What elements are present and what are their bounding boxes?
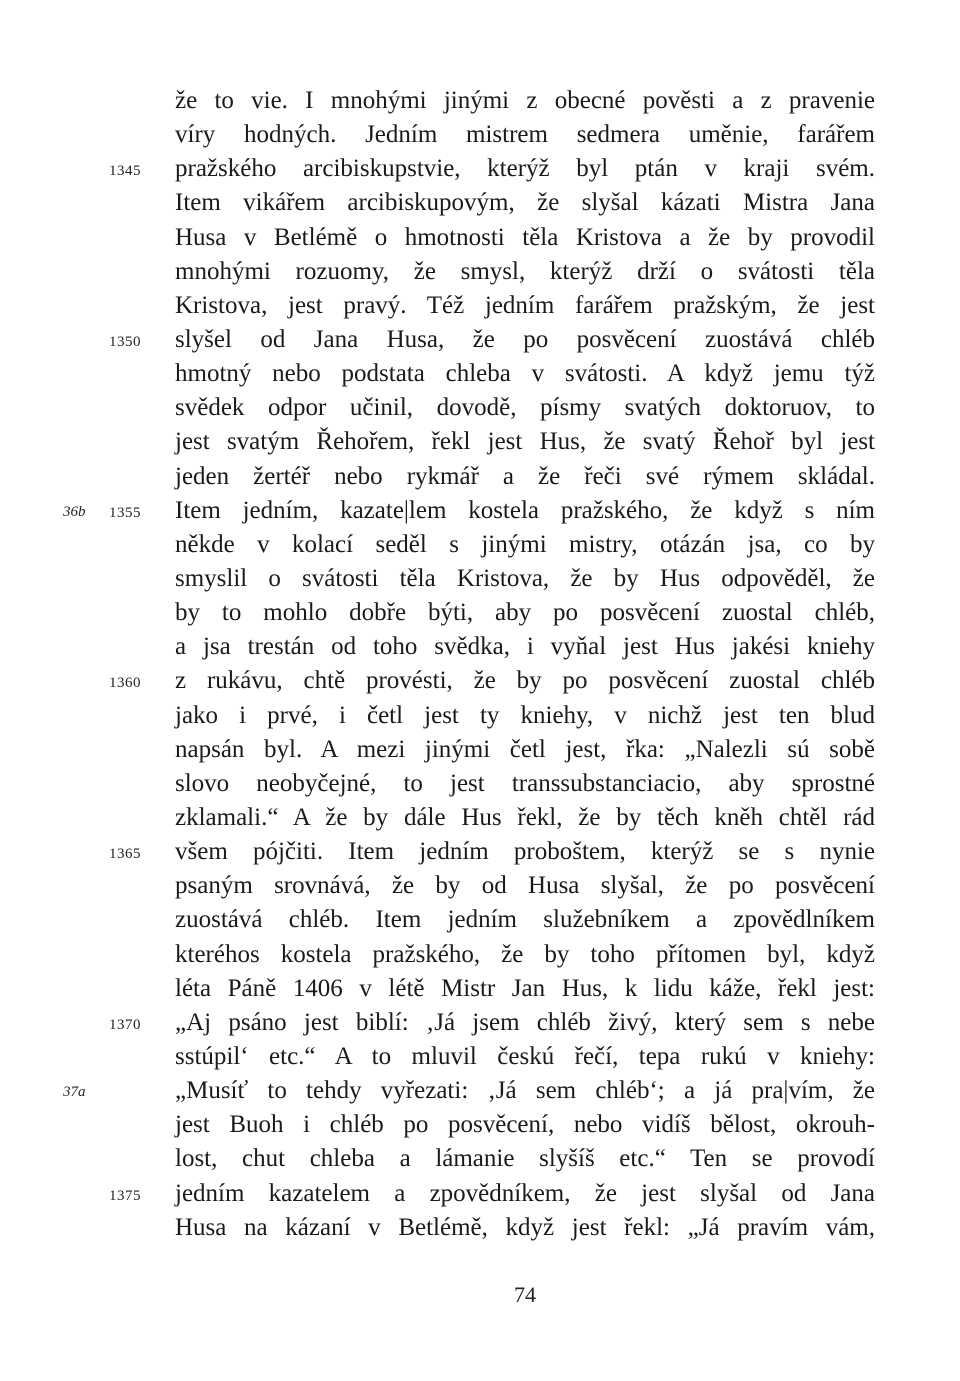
- line-text: a jsa trestán od toho svědka, i vyňal jest Hus jakési kniehy: [175, 633, 875, 661]
- text-line: [175, 1040, 875, 1074]
- line-text: jeden žertéř nebo rykmář a že řeči své rýmem skládal.: [175, 462, 875, 490]
- text-line: [175, 596, 875, 630]
- line-text: někde v kolací seděl s jinými mistry, otázán jsa, co by: [175, 530, 875, 558]
- text-line: [109, 323, 875, 357]
- line-text: Kristova, jest pravý. Též jedním farářem pražským, že jest: [175, 291, 875, 319]
- text-line: [175, 903, 875, 937]
- line-text: hmotný nebo podstata chleba v svátosti. A když jemu týž: [175, 360, 875, 388]
- text-line: [109, 1177, 875, 1211]
- text-line: [175, 186, 875, 220]
- text-line: [175, 528, 875, 562]
- line-number: 1345: [109, 163, 141, 180]
- line-number: 1350: [109, 333, 141, 350]
- text-line: [175, 255, 875, 289]
- line-number: 1375: [109, 1187, 141, 1204]
- line-text: napsán byl. A mezi jinými četl jest, řka: „Nalezli sú sobě: [175, 735, 875, 763]
- line-number: 1360: [109, 675, 141, 692]
- text-line: [175, 1211, 875, 1245]
- text-line: [175, 1142, 875, 1176]
- text-line: [175, 1108, 875, 1142]
- text-line: [175, 972, 875, 1006]
- text-line: [175, 869, 875, 903]
- line-text: pražského arcibiskupstvie, kterýž byl ptán v kraji svém.: [175, 155, 875, 183]
- line-text: jedním kazatelem a zpovědníkem, že jest slyšal od Jana: [175, 1179, 875, 1207]
- line-text: léta Páně 1406 v létě Mistr Jan Hus, k lidu káže, řekl jest:: [175, 974, 875, 1002]
- line-text: svědek odpor učinil, dovodě, písmy svatých doktoruov, to: [175, 394, 875, 422]
- line-number: 1355: [109, 504, 141, 521]
- text-line: [175, 221, 875, 255]
- line-number: 1365: [109, 846, 141, 863]
- text-line: [109, 1006, 875, 1040]
- text-line: [175, 118, 875, 152]
- text-line: [175, 699, 875, 733]
- line-text: lost, chut chleba a lámanie slyšíš etc.“ Ten se provodí: [175, 1145, 875, 1173]
- line-text: by to mohlo dobře býti, aby po posvěcení zuostal chléb,: [175, 599, 875, 627]
- line-text: Item jedním, kazate|lem kostela pražského, že když s ním: [175, 496, 875, 524]
- text-line: [109, 664, 875, 698]
- text-line: [175, 630, 875, 664]
- text-line: [175, 460, 875, 494]
- line-text: zklamali.“ A že by dále Hus řekl, že by těch kněh chtěl rád: [175, 803, 875, 831]
- line-text: jest Buoh i chléb po posvěcení, nebo vidíš bělost, okrouh-: [175, 1111, 875, 1139]
- line-text: slyšel od Jana Husa, že po posvěcení zuostává chléb: [175, 325, 875, 353]
- text-line: [109, 152, 875, 186]
- folio-marker: 36b: [63, 503, 86, 520]
- text-line: [175, 84, 875, 118]
- line-text: víry hodných. Jedním mistrem sedmera uměnie, farářem: [175, 121, 875, 149]
- text-line: [175, 733, 875, 767]
- text-line: [175, 289, 875, 323]
- text-line: [175, 938, 875, 972]
- line-text: sstúpil‘ etc.“ A to mluvil českú řečí, tepa rukú v kniehy:: [175, 1042, 875, 1070]
- text-line: [175, 391, 875, 425]
- text-line: [63, 1074, 875, 1108]
- text-line: [175, 357, 875, 391]
- text-line: [175, 801, 875, 835]
- page-number: 74: [514, 1282, 536, 1307]
- line-text: psaným srovnává, že by od Husa slyšal, že po posvěcení: [175, 872, 875, 900]
- line-text: kteréhos kostela pražského, že by toho přítomen byl, když: [175, 940, 875, 968]
- line-text: „Aj psáno jest biblí: ‚Já jsem chléb živý, který sem s nebe: [175, 1008, 875, 1036]
- body-text: [63, 84, 875, 1245]
- line-text: smyslil o svátosti těla Kristova, že by Hus odpověděl, že: [175, 564, 875, 592]
- line-text: Husa na kázaní v Betlémě, když jest řekl: „Já pravím vám,: [175, 1213, 875, 1241]
- line-text: jest svatým Řehořem, řekl jest Hus, že svatý Řehoř byl jest: [175, 428, 875, 456]
- text-line: [63, 494, 875, 528]
- line-text: zuostává chléb. Item jedním služebníkem a zpovědlníkem: [175, 906, 875, 934]
- line-text: Item vikářem arcibiskupovým, že slyšal kázati Mistra Jana: [175, 189, 875, 217]
- line-text: „Musíť to tehdy vyřezati: ‚Já sem chléb‘; a já pra|vím, že: [175, 1077, 875, 1105]
- line-text: Husa v Betlémě o hmotnosti těla Kristova a že by provodil: [175, 223, 875, 251]
- text-line: [109, 835, 875, 869]
- text-line: [175, 767, 875, 801]
- folio-marker: 37a: [63, 1084, 86, 1101]
- line-text: z rukávu, chtě provésti, že by po posvěcení zuostal chléb: [175, 667, 875, 695]
- line-text: slovo neobyčejné, to jest transsubstanciacio, aby sprostné: [175, 769, 875, 797]
- line-number: 1370: [109, 1016, 141, 1033]
- text-line: [175, 562, 875, 596]
- line-text: všem pójčiti. Item jedním proboštem, kterýž se s nynie: [175, 838, 875, 866]
- line-text: že to vie. I mnohými jinými z obecné pověsti a z pravenie: [175, 87, 875, 114]
- line-text: mnohými rozuomy, že smysl, kterýž drží o svátosti těla: [175, 257, 875, 285]
- line-text: jako i prvé, i četl jest ty kniehy, v nichž jest ten blud: [175, 701, 875, 729]
- text-line: [175, 425, 875, 459]
